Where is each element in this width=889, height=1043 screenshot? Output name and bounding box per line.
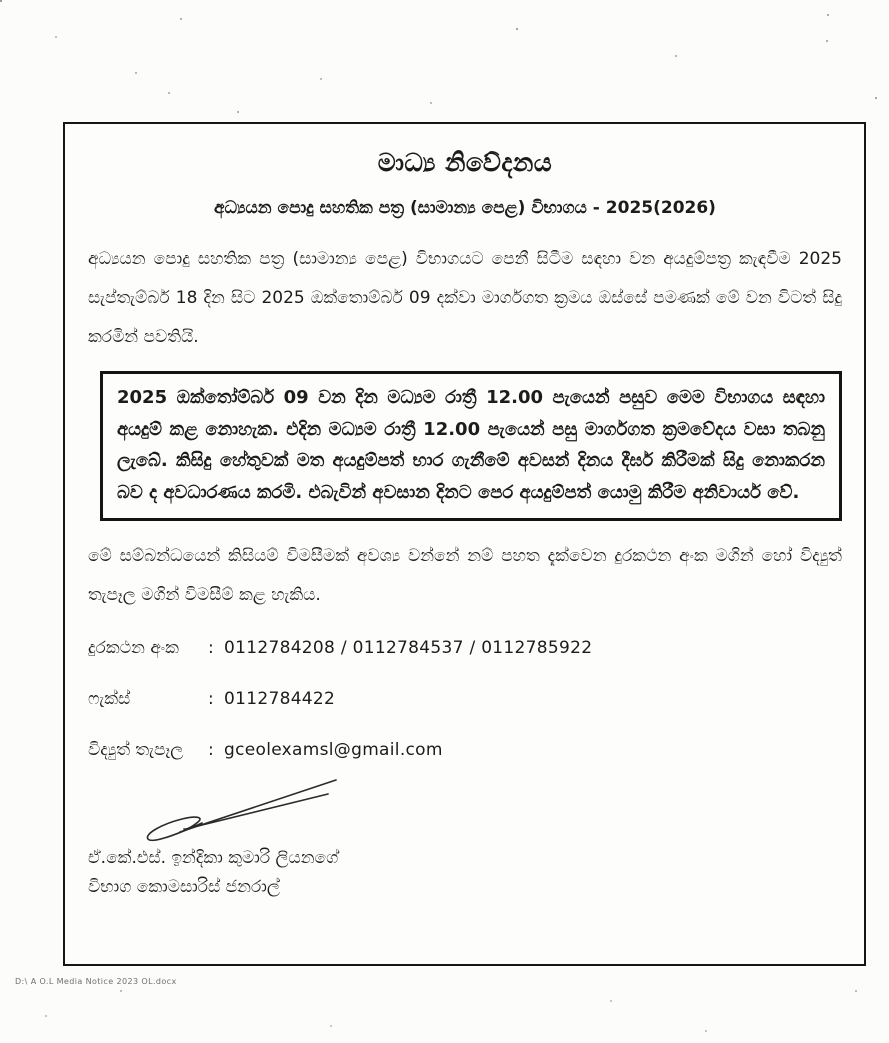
handwritten-signature <box>140 774 350 846</box>
fax-label: ෆැක්ස් <box>88 688 131 709</box>
signatory-designation: විභාග කොමසාරිස් ජනරාල් <box>88 876 280 897</box>
notice-title: මාධ්‍ය නිවේදනය <box>377 148 553 177</box>
deadline-highlight-box: 2025 ඔක්තෝම්බර් 09 වන දින මධ්‍යම රාත්‍රී 12.00 පැයෙන් පසුව මෙම විභාගය සඳහා අයදුම් කළ නොහැක. එදින මධ්‍යම රාත්‍රී 12.00 පැයෙන් පසු මාර්ගගත ක්‍රමවේදය වසා තබනු ලැබේ. කිසිදු හේතුවක් මත අයදුම්පත් භාර ගැනීමේ අවසන් දිනය දීර්ඝ කිරීමක් සිදු නොකරන බව ද අවධාරණය කරමි. එබැවින් අවසාන දිනට පෙර අයදුම්පත් යොමු කිරීම අනිවාර්ය වේ. <box>100 371 842 521</box>
footer-file-reference: D:\ A O.L Media Notice 2023 OL.docx <box>15 977 177 986</box>
fax-number: 0112784422 <box>224 688 336 709</box>
inquiry-paragraph: මේ සම්බන්ධයෙන් කිසියම් විමසීමක් අවශ්‍ය වන්නේ නම් පහත දැක්වෙන දුරකථන අංක මගින් හෝ විද්‍යුත් තැපෑල මගින් විමසීම් කළ හැකිය. <box>88 546 842 605</box>
media-notice-document <box>63 122 866 966</box>
email-address: gceolexamsl@gmail.com <box>224 739 443 760</box>
fax-colon: : <box>208 688 214 709</box>
intro-paragraph: අධ්‍යයන පොදු සහතික පත්‍ර (සාමාන්‍ය පෙළ) විභාගයට පෙනී සිටීම සඳහා වන අයදුම්පත්‍ර කැඳවීම 2025 සැප්තැම්බර් 18 දින සිට 2025 ඔක්තොම්බර් 09 දක්වා මාර්ගගත ක්‍රමය ඔස්සේ පමණක් මේ වන විටත් සිදු කරමින් පවතියි. <box>88 249 843 348</box>
phone-numbers: 0112784208 / 0112784537 / 0112785922 <box>224 637 593 658</box>
fax-row <box>88 689 842 709</box>
phone-row <box>88 638 842 658</box>
scan-noise-specks <box>0 0 2 2</box>
signature-stroke-icon <box>140 774 350 846</box>
email-row <box>88 740 842 760</box>
notice-subtitle: අධ්‍යයන පොදු සහතික පත්‍ර (සාමාන්‍ය පෙළ) විභාගය - 2025(2026) <box>214 198 716 218</box>
email-label: විද්‍යුත් තැපෑල <box>88 739 184 760</box>
signatory-name: ඒ.කේ.එස්. ඉන්දිකා කුමාරි ලියනගේ <box>88 847 339 868</box>
phone-colon: : <box>208 637 214 658</box>
email-colon: : <box>208 739 214 760</box>
phone-label: දුරකථන අංක <box>88 637 179 658</box>
